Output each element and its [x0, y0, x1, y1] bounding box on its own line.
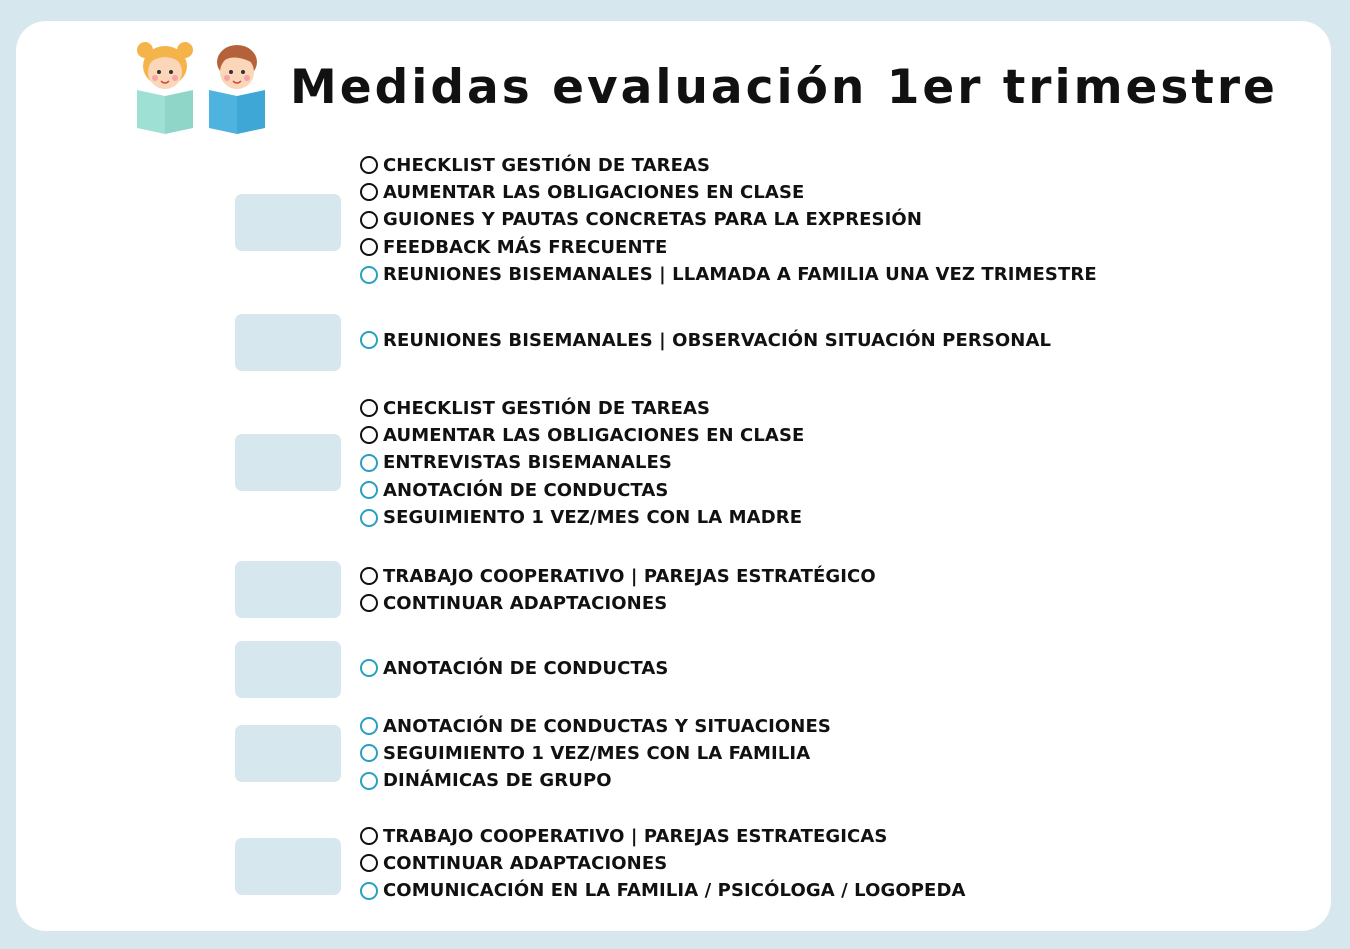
measure-option-label: TRABAJO COOPERATIVO | PAREJAS ESTRATÉGICO — [383, 565, 876, 587]
measure-option-label: DINÁMICAS DE GRUPO — [383, 770, 612, 792]
radio-button[interactable] — [360, 854, 378, 872]
radio-button[interactable] — [360, 454, 378, 472]
measure-option-label: ANOTACIÓN DE CONDUCTAS — [383, 479, 669, 501]
radio-button[interactable] — [360, 156, 378, 174]
measure-option[interactable] — [360, 478, 668, 502]
measure-option-label: CHECKLIST GESTIÓN DE TAREAS — [383, 397, 711, 419]
measure-option-label: TRABAJO COOPERATIVO | PAREJAS ESTRATEGICAS — [383, 825, 888, 847]
measure-option[interactable] — [360, 824, 887, 848]
measure-option[interactable] — [360, 208, 922, 232]
measure-option[interactable] — [360, 451, 672, 475]
radio-button[interactable] — [360, 331, 378, 349]
measure-option-label: ANOTACIÓN DE CONDUCTAS — [383, 657, 669, 679]
measure-option[interactable] — [360, 769, 612, 793]
radio-button[interactable] — [360, 238, 378, 256]
measure-option-label: ANOTACIÓN DE CONDUCTAS Y SITUACIONES — [383, 715, 831, 737]
radio-button[interactable] — [360, 266, 378, 284]
measure-option[interactable] — [360, 328, 1051, 352]
kids-reading-icon — [133, 36, 269, 136]
measure-option-label: COMUNICACIÓN EN LA FAMILIA / PSICÓLOGA / LOGOPEDA — [383, 880, 966, 902]
measure-option-label: SEGUIMIENTO 1 VEZ/MES CON LA FAMILIA — [383, 742, 811, 764]
radio-button[interactable] — [360, 481, 378, 499]
measure-option-label: CONTINUAR ADAPTACIONES — [383, 852, 668, 874]
measure-option[interactable] — [360, 506, 802, 530]
measure-option[interactable] — [360, 263, 1097, 287]
radio-button[interactable] — [360, 772, 378, 790]
student-name-box[interactable] — [235, 314, 341, 371]
measure-option[interactable] — [360, 564, 876, 588]
radio-button[interactable] — [360, 717, 378, 735]
measure-option[interactable] — [360, 851, 667, 875]
radio-button[interactable] — [360, 426, 378, 444]
radio-button[interactable] — [360, 659, 378, 677]
radio-button[interactable] — [360, 183, 378, 201]
measure-option[interactable] — [360, 396, 710, 420]
measure-option-label: ENTREVISTAS BISEMANALES — [383, 452, 672, 474]
student-name-box[interactable] — [235, 641, 341, 698]
student-name-box[interactable] — [235, 194, 341, 251]
measure-option[interactable] — [360, 591, 667, 615]
radio-button[interactable] — [360, 509, 378, 527]
radio-button[interactable] — [360, 882, 378, 900]
measure-option[interactable] — [360, 235, 667, 259]
radio-button[interactable] — [360, 594, 378, 612]
measure-option[interactable] — [360, 879, 966, 903]
measure-option-label: CHECKLIST GESTIÓN DE TAREAS — [383, 154, 711, 176]
measure-option-label: REUNIONES BISEMANALES | LLAMADA A FAMILIA UNA VEZ TRIMESTRE — [383, 264, 1097, 286]
student-name-box[interactable] — [235, 561, 341, 618]
measure-option[interactable] — [360, 423, 804, 447]
measure-option-label: REUNIONES BISEMANALES | OBSERVACIÓN SITUACIÓN PERSONAL — [383, 329, 1052, 351]
measure-option[interactable] — [360, 714, 831, 738]
student-name-box[interactable] — [235, 838, 341, 895]
page-title: Medidas evaluación 1er trimestre — [290, 60, 1278, 115]
measure-option[interactable] — [360, 656, 668, 680]
radio-button[interactable] — [360, 567, 378, 585]
measure-option-label: FEEDBACK MÁS FRECUENTE — [383, 236, 668, 258]
measure-option[interactable] — [360, 741, 810, 765]
measure-option[interactable] — [360, 180, 804, 204]
student-name-box[interactable] — [235, 434, 341, 491]
measure-option-label: CONTINUAR ADAPTACIONES — [383, 592, 668, 614]
radio-button[interactable] — [360, 827, 378, 845]
radio-button[interactable] — [360, 211, 378, 229]
radio-button[interactable] — [360, 399, 378, 417]
measure-option-label: GUIONES Y PAUTAS CONCRETAS PARA LA EXPRESIÓN — [383, 209, 922, 231]
measure-option-label: AUMENTAR LAS OBLIGACIONES EN CLASE — [383, 424, 805, 446]
measure-option-label: SEGUIMIENTO 1 VEZ/MES CON LA MADRE — [383, 507, 803, 529]
measure-option[interactable] — [360, 153, 710, 177]
measure-option-label: AUMENTAR LAS OBLIGACIONES EN CLASE — [383, 181, 805, 203]
radio-button[interactable] — [360, 744, 378, 762]
student-name-box[interactable] — [235, 725, 341, 782]
